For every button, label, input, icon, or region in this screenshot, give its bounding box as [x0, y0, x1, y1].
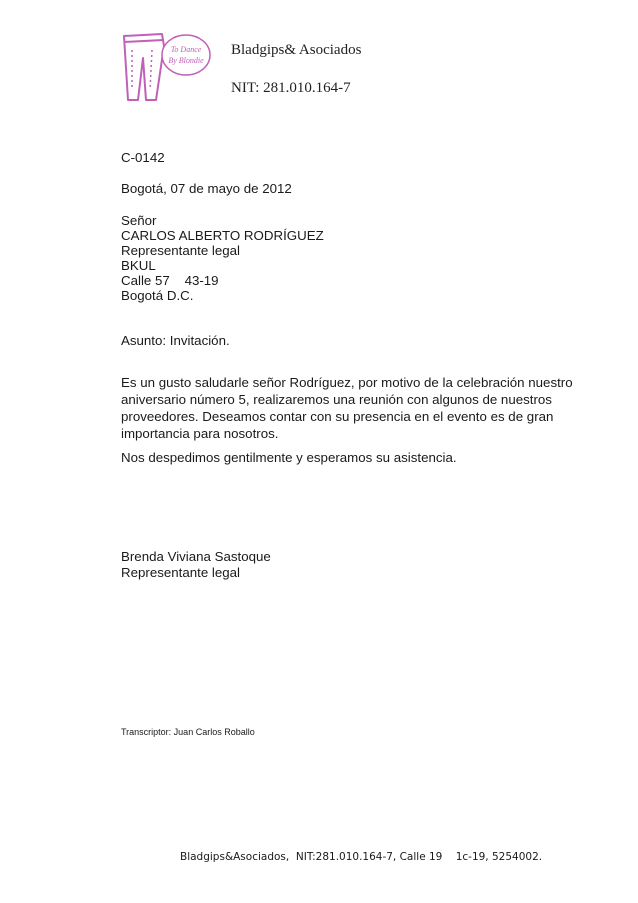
letter-closing: Nos despedimos gentilmente y esperamos su asistencia. [121, 450, 457, 465]
page-footer: Bladgips&Asociados, NIT:281.010.164-7, Calle 19 1c-19, 5254002. [180, 851, 543, 863]
recipient-company: BKUL [121, 258, 156, 273]
letter-subject: Asunto: Invitación. [121, 333, 230, 348]
transcriptor-note: Transcriptor: Juan Carlos Roballo [121, 727, 255, 737]
company-nit: NIT: 281.010.164-7 [231, 80, 351, 96]
letter-body [121, 374, 571, 442]
recipient-name: CARLOS ALBERTO RODRÍGUEZ [121, 228, 324, 243]
badge-icon [162, 35, 210, 75]
company-name: Bladgips& Asociados [231, 42, 362, 58]
logo-text-2: By Blondie [168, 56, 204, 65]
date-line: Bogotá, 07 de mayo de 2012 [121, 181, 292, 196]
body-line: Es un gusto saludarle señor Rodríguez, por motivo de la celebración nuestro [121, 375, 573, 390]
pants-icon [124, 34, 164, 100]
signature-title: Representante legal [121, 565, 241, 580]
logo-text-1: To Dance [170, 45, 202, 54]
recipient-address: Calle 57 43-19 [121, 273, 219, 288]
recipient-city: Bogotá D.C. [121, 288, 194, 303]
recipient-title: Representante legal [121, 243, 241, 258]
signature-name: Brenda Viviana Sastoque [121, 549, 271, 564]
body-line: proveedores. Deseamos contar con su presencia en el evento es de gran [121, 409, 554, 424]
company-logo [118, 30, 214, 108]
letter-reference: C-0142 [121, 150, 165, 165]
body-line: aniversario número 5, realizaremos una reunión con algunos de nuestros [121, 392, 552, 407]
body-line: importancia para nosotros. [121, 426, 279, 441]
recipient-salutation: Señor [121, 213, 157, 228]
